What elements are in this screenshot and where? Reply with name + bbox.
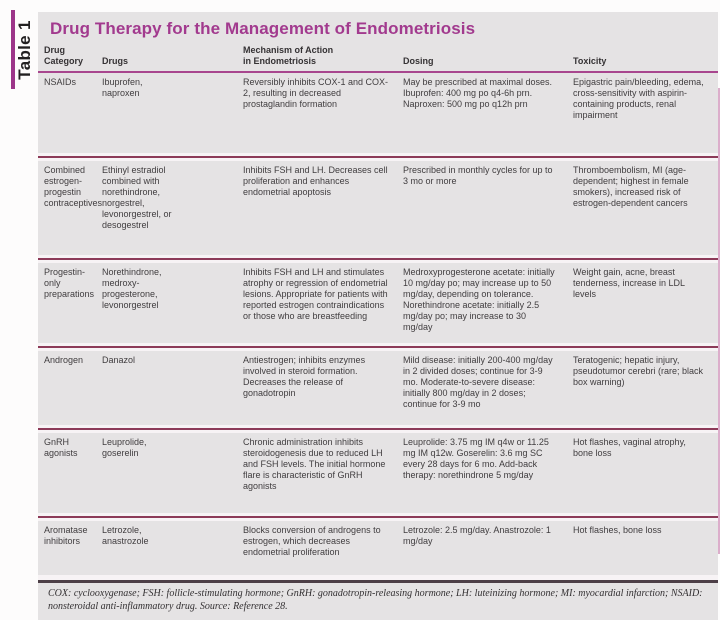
- cell-drugs: Ibuprofen, naproxen: [102, 77, 143, 98]
- table-row-nsaids: [38, 73, 718, 153]
- column-header-toxicity: Toxicity: [573, 55, 607, 66]
- table-row-progestin-only: [38, 263, 718, 343]
- cell-dosing: Medroxyprogesterone acetate: initially 10 mg/day po; may increase up to 50 mg/day, depending on tolerance. Norethindrone acetate: initially 2.5 mg/day po; may increase to 30 mg/day: [403, 267, 555, 332]
- table-row-androgen: [38, 351, 718, 425]
- cell-dosing: Letrozole: 2.5 mg/day. Anastrozole: 1 mg/day: [403, 525, 551, 546]
- drug-therapy-table: [38, 12, 718, 620]
- cell-drugs: Letrozole, anastrozole: [102, 525, 149, 546]
- cell-mechanism: Inhibits FSH and LH and stimulates atrophy or regression of endometrial lesions. Appropriate for patients with reported estrogen contraindications or those who are breastfeeding: [243, 267, 388, 321]
- cell-toxicity: Hot flashes, bone loss: [573, 525, 662, 535]
- cell-drug-category: Progestin-only preparations: [44, 267, 95, 299]
- row-separator: [38, 153, 718, 161]
- footnote-text: COX: cyclooxygenase; FSH: follicle-stimulating hormone; GnRH: gonadotropin-releasing hormone; LH: luteinizing hormone; MI: myocardial infarction; NSAID: nonsteroidal anti-inflammatory drug. Source: Reference 28.: [48, 588, 703, 612]
- cell-toxicity: Hot flashes, vaginal atrophy, bone loss: [573, 437, 686, 458]
- row-separator: [38, 513, 718, 521]
- column-header-mechanism-text: Mechanism of Action in Endometriosis: [243, 45, 334, 66]
- cell-drugs: Leuprolide, goserelin: [102, 437, 147, 458]
- table-header-row: [38, 42, 718, 73]
- cell-dosing: Mild disease: initially 200-400 mg/day in 2 divided doses; continue for 3-9 mo. Moderate-to-severe disease: initially 800 mg/day in 2 doses; continue for 3-9 mo: [403, 355, 553, 409]
- cell-drug-category: Androgen: [44, 355, 84, 365]
- cell-drug-category: Aromatase inhibitors: [44, 525, 88, 546]
- cell-drug-category: GnRH agonists: [44, 437, 78, 458]
- cell-mechanism: Reversibly inhibits COX-1 and COX-2, resulting in decreased prostaglandin formation: [243, 77, 389, 109]
- table-row-aromatase-inhibitors: [38, 521, 718, 575]
- row-separator: [38, 255, 718, 263]
- row-separator: [38, 425, 718, 433]
- table-title-bar: [38, 12, 718, 42]
- table-row-combined-contraceptives: [38, 161, 718, 255]
- cell-drugs: Danazol: [102, 355, 136, 365]
- table-label-text: Table 1: [15, 19, 34, 80]
- row-separator: [38, 343, 718, 351]
- table-footnote: [38, 580, 718, 620]
- table-row-gnrh-agonists: [38, 433, 718, 513]
- cell-dosing: Prescribed in monthly cycles for up to 3 mo or more: [403, 165, 553, 186]
- cell-toxicity: Thromboembolism, MI (age-dependent; highest in female smokers), increased risk of estrogen-dependent cancers: [573, 165, 689, 208]
- column-header-mechanism: [237, 45, 397, 66]
- cell-dosing: Leuprolide: 3.75 mg IM q4w or 11.25 mg IM q12w. Goserelin: 3.6 mg SC every 28 days for 6 mo. Add-back therapy: norethindrone 5 mg/day: [403, 437, 549, 480]
- table-label: [13, 10, 37, 89]
- column-header-drug-category: Drug Category: [44, 45, 84, 66]
- cell-drugs: Norethindrone, medroxy-progesterone, levonorgestrel: [102, 267, 162, 310]
- cell-mechanism: Chronic administration inhibits steroidogenesis due to reduced LH and FSH levels. The initial hormone flare is characteristic of GnRH agonists: [243, 437, 386, 491]
- cell-drug-category: Combined estrogen-progestin contraceptives: [44, 165, 103, 208]
- column-header-dosing: Dosing: [403, 55, 434, 66]
- cell-drugs: Ethinyl estradiol combined with norethindrone, norgestrel, levonorgestrel, or desogestrel: [102, 165, 172, 230]
- cell-mechanism: Blocks conversion of androgens to estrogen, which decreases endometrial proliferation: [243, 525, 381, 557]
- cell-mechanism: Inhibits FSH and LH. Decreases cell proliferation and enhances endometrial apoptosis: [243, 165, 388, 197]
- cell-mechanism: Antiestrogen; inhibits enzymes involved in steroid formation. Decreases the release of gonadotropin: [243, 355, 366, 398]
- cell-toxicity: Epigastric pain/bleeding, edema, cross-sensitivity with aspirin-containing products, renal impairment: [573, 77, 704, 120]
- page-title: Drug Therapy for the Management of Endometriosis: [50, 19, 476, 38]
- column-header-drugs: Drugs: [102, 55, 129, 66]
- cell-drug-category: NSAIDs: [44, 77, 77, 87]
- cell-dosing: May be prescribed at maximal doses. Ibuprofen: 400 mg po q4-6h prn. Naproxen: 500 mg po q12h prn: [403, 77, 553, 109]
- cell-toxicity: Teratogenic; hepatic injury, pseudotumor cerebri (rare; black box warning): [573, 355, 704, 387]
- cell-toxicity: Weight gain, acne, breast tenderness, increase in LDL levels: [573, 267, 685, 299]
